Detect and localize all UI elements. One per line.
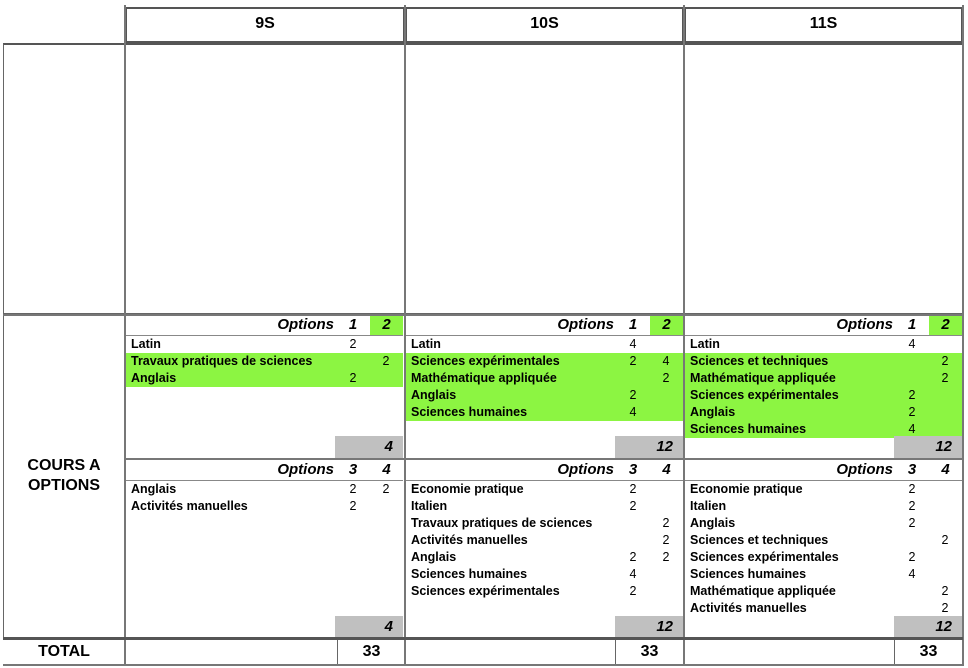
option-row-label: Activités manuelles <box>690 601 807 615</box>
option-row-label: Anglais <box>690 516 736 530</box>
option-row-label: Anglais <box>411 550 457 564</box>
options-title: Options <box>557 316 614 333</box>
option-row-value-b: 2 <box>382 482 390 496</box>
options-title: Options <box>277 316 334 333</box>
option-row-value-b <box>935 404 955 421</box>
column-header-9s: 9S <box>125 7 405 43</box>
empty-area <box>3 43 963 314</box>
option-row-value-b <box>656 336 676 353</box>
option-row-label: Latin <box>411 337 441 351</box>
option-row-value-b <box>935 387 955 404</box>
total-11s: 33 <box>894 640 962 664</box>
option-row-label: Sciences expérimentales <box>690 388 839 402</box>
option-row-value-b <box>935 336 955 353</box>
option-row-value-b: 2 <box>382 354 390 368</box>
option-row-label: Sciences humaines <box>411 405 528 419</box>
option-number-a: 1 <box>907 316 917 333</box>
section-sum: 4 <box>335 436 403 458</box>
option-row-value-a: 4 <box>629 567 637 581</box>
option-row-label: Sciences humaines <box>411 567 528 581</box>
option-number-a: 1 <box>348 316 358 333</box>
option-row-value-a: 4 <box>908 337 916 351</box>
column-header-11s: 11S <box>684 7 963 43</box>
option-row-value-b <box>935 498 955 515</box>
option-row-value-a <box>902 583 922 600</box>
option-number-b: 4 <box>662 461 671 478</box>
option-row-value-a <box>623 532 643 549</box>
option-row-label: Sciences et techniques <box>690 354 829 368</box>
option-row-value-a: 2 <box>349 371 357 385</box>
options-title: Options <box>836 461 893 478</box>
cours-a-options-label: COURS A OPTIONS <box>27 457 101 494</box>
option-row-label: Italien <box>690 499 727 513</box>
option-row-value-a: 2 <box>629 550 637 564</box>
option-row-label: Sciences expérimentales <box>411 584 560 598</box>
option-row-value-a: 2 <box>908 405 916 419</box>
option-number-b: 2 <box>370 315 403 335</box>
option-row-value-b <box>935 481 955 498</box>
option-row-label: Travaux pratiques de sciences <box>411 516 593 530</box>
option-row-value-b <box>376 370 396 387</box>
option-row-label: Activités manuelles <box>411 533 528 547</box>
option-row-value-b: 2 <box>662 371 670 385</box>
option-row-value-b: 4 <box>662 354 670 368</box>
option-row-value-a: 2 <box>629 499 637 513</box>
option-row-value-b <box>935 566 955 583</box>
option-row-label: Travaux pratiques de sciences <box>131 354 313 368</box>
option-row-value-a <box>902 370 922 387</box>
option-row-label: Sciences expérimentales <box>411 354 560 368</box>
option-row-label: Italien <box>411 499 448 513</box>
option-row-value-a: 2 <box>908 482 916 496</box>
option-row-value-b: 2 <box>662 533 670 547</box>
option-row-value-b <box>376 336 396 353</box>
options-title: Options <box>277 461 334 478</box>
option-row-label: Mathématique appliquée <box>411 371 557 385</box>
option-row-label: Anglais <box>411 388 457 402</box>
option-row-label: Sciences humaines <box>690 567 807 581</box>
option-row-label: Sciences et techniques <box>690 533 829 547</box>
option-row-label: Latin <box>131 337 161 351</box>
option-row-label: Economie pratique <box>690 482 803 496</box>
option-row-value-a <box>902 353 922 370</box>
option-row-label: Anglais <box>690 405 736 419</box>
option-row-value-b <box>656 583 676 600</box>
option-row-value-b: 2 <box>662 550 670 564</box>
total-10s: 33 <box>615 640 683 664</box>
option-row-value-a <box>623 370 643 387</box>
option-row-label: Sciences humaines <box>690 422 807 436</box>
section-sum: 12 <box>894 616 962 638</box>
section-sum: 4 <box>335 616 403 638</box>
section-sum: 12 <box>615 616 683 638</box>
option-row-label: Anglais <box>131 371 177 385</box>
total-label: TOTAL <box>38 643 90 660</box>
total-9s: 33 <box>337 640 405 664</box>
option-row-label: Anglais <box>131 482 177 496</box>
option-row-value-a: 2 <box>349 499 357 513</box>
option-row-value-a: 2 <box>629 388 637 402</box>
option-row-label: Latin <box>690 337 720 351</box>
option-row-value-b: 2 <box>941 371 949 385</box>
option-row-value-b: 2 <box>941 601 949 615</box>
option-row-label: Economie pratique <box>411 482 524 496</box>
option-number-b: 2 <box>929 315 962 335</box>
option-row-value-b <box>376 498 396 515</box>
option-row-label: Mathématique appliquée <box>690 584 836 598</box>
option-row-value-a: 2 <box>908 516 916 530</box>
option-row-value-a <box>623 515 643 532</box>
option-row-value-a: 4 <box>908 567 916 581</box>
option-row-value-a: 4 <box>908 422 916 436</box>
option-row-value-a: 2 <box>908 388 916 402</box>
option-row-value-a <box>902 532 922 549</box>
option-row-value-a: 2 <box>629 584 637 598</box>
option-row-label: Mathématique appliquée <box>690 371 836 385</box>
option-row-value-b: 2 <box>941 533 949 547</box>
option-row-value-b <box>935 549 955 566</box>
option-row-value-b <box>656 481 676 498</box>
options-title: Options <box>557 461 614 478</box>
option-number-b: 4 <box>941 461 950 478</box>
option-number-b: 4 <box>382 461 391 478</box>
option-row-value-a: 4 <box>629 337 637 351</box>
option-row-value-a: 2 <box>349 482 357 496</box>
option-row-value-b: 2 <box>662 516 670 530</box>
column-header-10s: 10S <box>405 7 684 43</box>
option-number-b: 2 <box>650 315 683 335</box>
option-number-a: 1 <box>628 316 638 333</box>
section-sum: 12 <box>615 436 683 458</box>
option-row-value-b <box>656 387 676 404</box>
option-number-a: 3 <box>907 461 917 478</box>
option-row-value-b <box>656 404 676 421</box>
option-row-value-a: 2 <box>629 354 637 368</box>
option-row-value-b <box>656 498 676 515</box>
option-row-label: Activités manuelles <box>131 499 248 513</box>
option-row-value-a: 4 <box>629 405 637 419</box>
option-row-value-a <box>343 353 363 370</box>
option-row-value-b: 2 <box>941 354 949 368</box>
option-row-value-a: 2 <box>349 337 357 351</box>
option-row-value-a <box>902 600 922 617</box>
option-row-value-b <box>935 515 955 532</box>
option-row-value-b <box>656 566 676 583</box>
option-row-value-a: 2 <box>629 482 637 496</box>
option-number-a: 3 <box>628 461 638 478</box>
options-title: Options <box>836 316 893 333</box>
section-sum: 12 <box>894 436 962 458</box>
option-row-value-a: 2 <box>908 499 916 513</box>
option-row-label: Sciences expérimentales <box>690 550 839 564</box>
option-number-a: 3 <box>348 461 358 478</box>
option-row-value-a: 2 <box>908 550 916 564</box>
option-row-value-b: 2 <box>941 584 949 598</box>
